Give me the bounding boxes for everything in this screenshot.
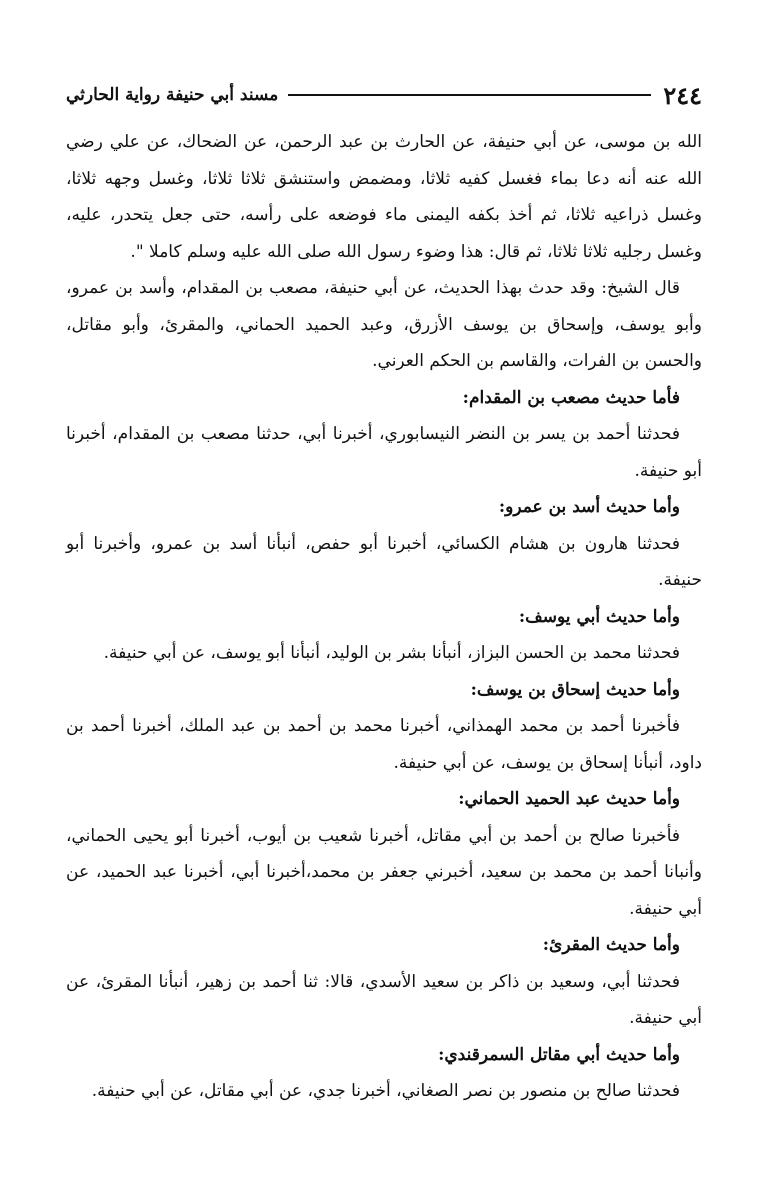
section-heading: وأما حديث عبد الحميد الحماني: <box>458 789 680 809</box>
section-heading: وأما حديث إسحاق بن يوسف: <box>470 679 680 700</box>
section-heading: فأما حديث مصعب بن المقدام: <box>462 387 680 408</box>
paragraph: فأخبرنا أحمد بن محمد الهمذاني، أخبرنا محمد بن أحمد بن عبد الملك، أخبرنا أحمد بن داود، أنبأنا إسحاق بن يوسف، عن أبي حنيفة. <box>66 716 702 773</box>
paragraph: فحدثنا هارون بن هشام الكسائي، أخبرنا أبو حفص، أنبأنا أسد بن عمرو، وأخبرنا أبو حنيفة. <box>66 533 702 590</box>
section-heading: وأما حديث أبي يوسف: <box>518 606 680 627</box>
paragraph: فحدثنا أحمد بن يسر بن النضر النيسابوري، أخبرنا أبي، حدثنا مصعب بن المقدام، أخبرنا أبو حنيفة. <box>66 424 702 481</box>
page-body <box>66 124 702 1110</box>
paragraph: فحدثنا محمد بن الحسن البزاز، أنبأنا بشر بن الوليد، أنبأنا أبو يوسف، عن أبي حنيفة. <box>103 643 680 663</box>
paragraph: الله بن موسى، عن أبي حنيفة، عن الحارث بن عبد الرحمن، عن الضحاك، عن علي رضي الله عنه أنه دعا بماء فغسل كفيه ثلاثا، ومضمض واستنشق ثلاثا ثلاثا، وغسل وجهه ثلاثا، وغسل ذراعيه ثلاثا، ثم أخذ بكفه اليمنى ماء فوضعه على رأسه، حتى جعل يتحدر، عليه، وغسل رجليه ثلاثا ثلاثا، ثم قال: هذا وضوء رسول الله صلى الله عليه وسلم كاملا ". <box>66 132 702 262</box>
paragraph: فحدثنا صالح بن منصور بن نصر الصغاني، أخبرنا جدي، عن أبي مقاتل، عن أبي حنيفة. <box>91 1081 680 1101</box>
running-title: مسند أبي حنيفة رواية الحارثي <box>66 85 279 105</box>
paragraph: فأخبرنا صالح بن أحمد بن أبي مقاتل، أخبرنا شعيب بن أيوب، أخبرنا أبو يحيى الحماني، وأنبانا أحمد بن محمد بن سعيد، أخبرني جعفر بن محمد،أخبرنا أبي، أخبرنا عبد الحميد، عن أبي حنيفة. <box>66 825 702 919</box>
section-heading: وأما حديث المقرئ: <box>542 935 680 955</box>
section-heading: وأما حديث أسد بن عمرو: <box>498 497 680 517</box>
header-rule <box>288 94 651 96</box>
page-header <box>66 78 702 112</box>
page-number: ٢٤٤ <box>663 80 702 110</box>
paragraph: فحدثنا أبي، وسعيد بن ذاكر بن سعيد الأسدي، قالا: ثنا أحمد بن زهير، أنبأنا المقرئ، عن أبي حنيفة. <box>66 971 702 1028</box>
section-heading: وأما حديث أبي مقاتل السمرقندي: <box>438 1044 680 1065</box>
paragraph: قال الشيخ: وقد حدث بهذا الحديث، عن أبي حنيفة، مصعب بن المقدام، وأسد بن عمرو، وأبو يوسف، وإسحاق بن يوسف الأزرق، وعبد الحميد الحماني، والمقرئ، وأبو مقاتل، والحسن بن الفرات، والقاسم بن الحكم العرني. <box>66 278 702 371</box>
